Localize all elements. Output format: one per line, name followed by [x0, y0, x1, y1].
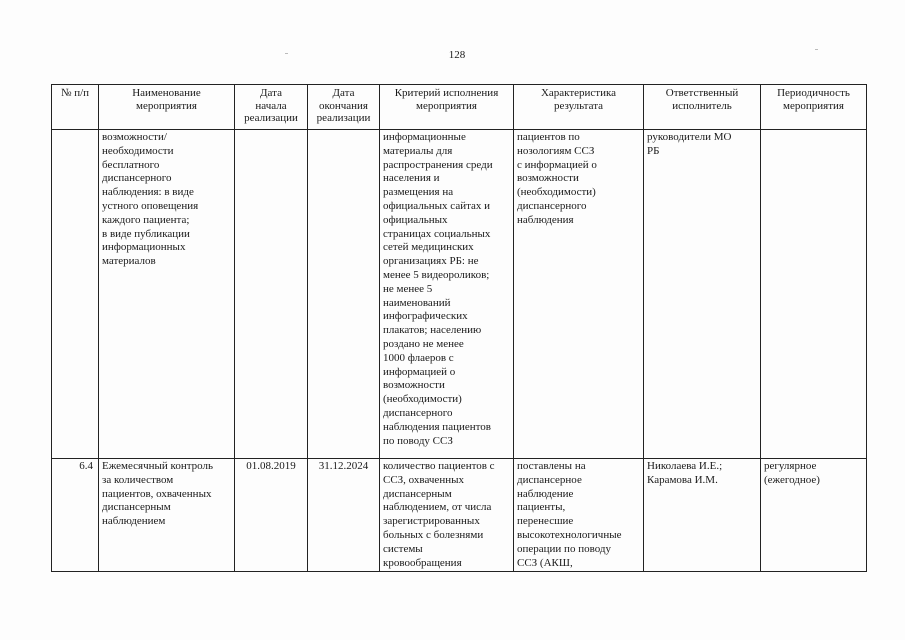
- text-line: Характеристика: [540, 87, 617, 99]
- header-periodicity: [761, 85, 867, 130]
- text-line: по поводу ССЗ: [383, 434, 453, 447]
- text-line: каждого пациента;: [102, 213, 190, 226]
- text-line: с информацией о: [517, 158, 597, 171]
- text-line: реализации: [316, 112, 371, 124]
- text-line: диспансерного: [383, 406, 453, 419]
- cell-end-date: [308, 130, 380, 459]
- cell-name: [99, 130, 235, 459]
- text-line: официальных сайтах и: [383, 199, 491, 212]
- text-line: диспансерным: [102, 501, 171, 514]
- header-number: [52, 85, 99, 130]
- text-line: Николаева И.Е.;: [647, 460, 723, 472]
- text-line: реализации: [244, 112, 298, 124]
- text-line: поставлены на: [517, 460, 586, 472]
- header-result: [514, 85, 644, 130]
- text-line: диспансерным: [383, 487, 452, 500]
- text-line: наблюдение: [517, 487, 574, 500]
- text-line: системы: [383, 542, 423, 555]
- header-row: [52, 85, 867, 130]
- cell-start-date: 01.08.2019: [235, 459, 308, 572]
- text-line: окончания: [319, 99, 368, 112]
- text-line: не менее 5: [383, 282, 433, 295]
- text-line: диспансерное: [517, 473, 582, 486]
- text-line: Ответственный: [665, 87, 739, 99]
- text-line: сетей медицинских: [383, 241, 474, 254]
- cell-periodicity: [761, 130, 867, 459]
- text-line: мероприятия: [783, 99, 844, 112]
- text-line: (ежегодное): [764, 473, 820, 486]
- cell-result: [514, 459, 644, 572]
- text-line: необходимости: [102, 144, 174, 157]
- text-line: наблюдения: [517, 213, 574, 226]
- text-line: страницах социальных: [383, 227, 491, 240]
- text-line: количество пациентов с: [383, 460, 495, 472]
- text-line: Ежемесячный контроль: [102, 460, 214, 472]
- text-line: организациях РБ: не: [383, 255, 479, 268]
- text-line: возможности/: [102, 131, 167, 143]
- table-row-6-4: [52, 459, 867, 572]
- text-line: начала: [255, 99, 287, 112]
- text-line: мероприятия: [136, 99, 197, 112]
- text-line: пациентов по: [517, 131, 580, 143]
- header-responsible: [644, 85, 761, 130]
- cell-number: 6.4: [52, 459, 99, 572]
- text-line: населения и: [383, 172, 440, 185]
- text-line: ССЗ, охваченных: [383, 473, 464, 486]
- text-line: 1000 флаеров с: [383, 351, 454, 364]
- text-line: руководители МО: [647, 131, 732, 143]
- text-line: Карамова И.М.: [647, 473, 718, 486]
- text-line: информационные: [383, 131, 466, 143]
- text-line: регулярное: [764, 460, 817, 472]
- text-line: операции по поводу: [517, 542, 611, 555]
- text-line: перенесшие: [517, 515, 574, 528]
- header-criterion: [380, 85, 514, 130]
- text-line: в виде публикации: [102, 227, 190, 240]
- text-line: официальных: [383, 213, 448, 226]
- text-line: наблюдения: в виде: [102, 186, 194, 199]
- text-line: результата: [553, 99, 604, 112]
- cell-responsible: [644, 459, 761, 572]
- cell-result: [514, 130, 644, 459]
- scan-speck: [285, 53, 288, 54]
- text-line: нозологиям ССЗ: [517, 144, 595, 157]
- cell-start-date: [235, 130, 308, 459]
- text-line: бесплатного: [102, 158, 160, 171]
- text-line: Дата: [332, 87, 355, 99]
- text-line: Критерий исполнения: [394, 87, 499, 99]
- text-line: Дата: [260, 87, 282, 99]
- text-line: устного оповещения: [102, 199, 199, 212]
- text-line: материалы для: [383, 144, 453, 157]
- text-line: наблюдением, от числа: [383, 501, 492, 514]
- text-line: Периодичность: [777, 87, 850, 99]
- text-line: инфографических: [383, 310, 468, 323]
- text-line: наименований: [383, 296, 451, 309]
- text-line: исполнитель: [672, 99, 732, 112]
- text-line: пациентов, охваченных: [102, 487, 212, 500]
- text-line: диспансерного: [102, 172, 172, 185]
- text-line: плакатов; населению: [383, 324, 482, 337]
- cell-number: [52, 130, 99, 459]
- text-line: возможности: [383, 379, 445, 392]
- events-table: [51, 84, 867, 572]
- cell-criterion: [380, 459, 514, 572]
- text-line: № п/п: [60, 87, 90, 99]
- text-line: высокотехнологичные: [517, 528, 622, 541]
- cell-responsible: [644, 130, 761, 459]
- text-line: размещения на: [383, 186, 454, 199]
- header-name: [99, 85, 235, 130]
- table-row-continuation: [52, 130, 867, 459]
- text-line: (необходимости): [383, 393, 462, 406]
- cell-periodicity: [761, 459, 867, 572]
- text-line: зарегистрированных: [383, 515, 480, 528]
- text-line: за количеством: [102, 473, 174, 486]
- text-line: распространения среди: [383, 158, 493, 171]
- text-line: информационных: [102, 241, 186, 254]
- text-line: пациенты,: [517, 501, 566, 514]
- text-line: (необходимости): [517, 186, 596, 199]
- text-line: наблюдением: [102, 515, 166, 528]
- cell-end-date: 31.12.2024: [308, 459, 380, 572]
- cell-name: [99, 459, 235, 572]
- text-line: роздано не менее: [383, 337, 464, 350]
- text-line: информацией о: [383, 365, 456, 378]
- text-line: кровообращения: [383, 556, 462, 569]
- text-line: РБ: [647, 144, 660, 157]
- cell-criterion: [380, 130, 514, 459]
- text-line: наблюдения пациентов: [383, 420, 491, 433]
- text-line: диспансерного: [517, 199, 587, 212]
- page-number: 128: [448, 49, 466, 61]
- scan-speck: [815, 49, 818, 50]
- text-line: менее 5 видеороликов;: [383, 268, 490, 281]
- header-end-date: [308, 85, 380, 130]
- text-line: Наименование: [132, 87, 201, 99]
- text-line: больных с болезнями: [383, 528, 484, 541]
- header-start-date: [235, 85, 308, 130]
- text-line: возможности: [517, 172, 579, 185]
- text-line: материалов: [102, 255, 156, 268]
- text-line: мероприятия: [416, 99, 477, 112]
- text-line: ССЗ (АКШ,: [517, 556, 573, 569]
